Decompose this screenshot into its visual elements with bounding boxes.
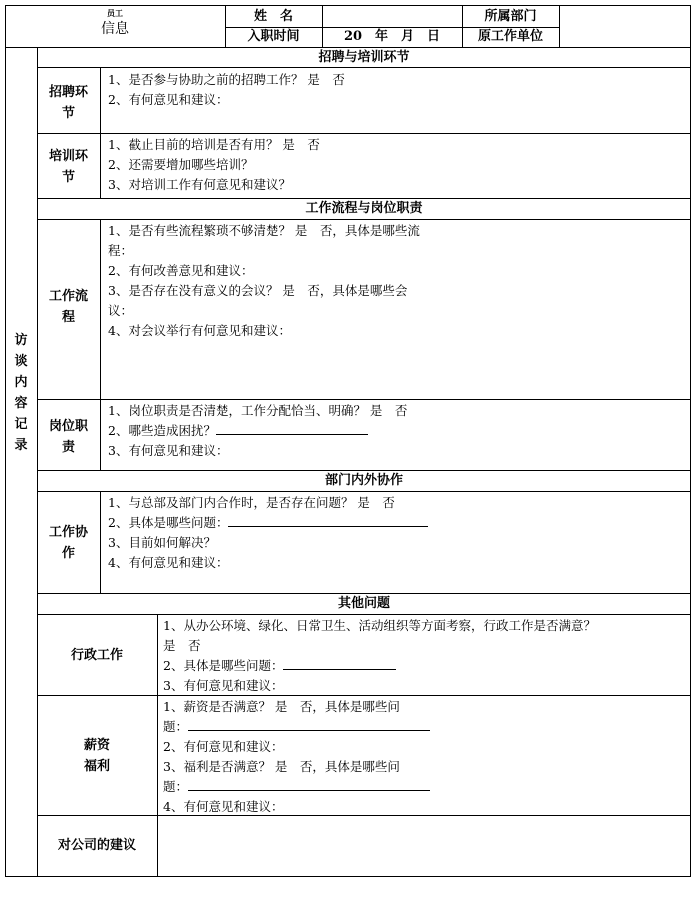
salary-question-2: 2、有何意见和建议： bbox=[163, 739, 284, 754]
workflow-label: 工作流 程 bbox=[48, 289, 88, 325]
hire-date-field[interactable]: 20 年 月 日 bbox=[343, 29, 441, 44]
duty-question-2-row bbox=[108, 421, 368, 441]
workflow-question-1: 1、是否有些流程繁琐不够清楚？ 是 否，具体是哪些流 bbox=[108, 223, 420, 238]
duty-label: 岗位职 责 bbox=[48, 419, 88, 455]
salary-question-4: 4、有何意见和建议： bbox=[163, 799, 284, 814]
admin-question-1: 1、从办公环境、绿化、日常卫生、活动组织等方面考察，行政工作是否满意？ bbox=[163, 618, 596, 633]
section-title-other: 其他问题 bbox=[337, 596, 390, 611]
name-label: 姓 名 bbox=[253, 9, 293, 24]
workflow-question-3: 3、是否存在没有意义的会议？ 是 否，具体是哪些会 bbox=[108, 283, 408, 298]
training-question-1: 1、截止目前的培训是否有用？ 是 否 bbox=[108, 137, 320, 152]
admin-question-3: 3、有何意见和建议： bbox=[163, 678, 284, 693]
department-label: 所属部门 bbox=[484, 9, 537, 24]
duty-question-2-blank[interactable] bbox=[216, 421, 368, 435]
salary-question-1: 1、薪资是否满意？ 是 否，具体是哪些问 bbox=[163, 699, 400, 714]
collab-question-2-blank[interactable] bbox=[228, 513, 428, 527]
interview-record-label: 访 谈 内 容 记 录 bbox=[14, 333, 28, 453]
section-title-recruit-training: 招聘与培训环节 bbox=[318, 50, 410, 65]
workflow-question-2: 2、有何改善意见和建议： bbox=[108, 263, 254, 278]
workflow-question-3-cont: 议： bbox=[108, 303, 134, 318]
recruit-question-2: 2、有何意见和建议： bbox=[108, 92, 229, 107]
collab-question-4: 4、有何意见和建议： bbox=[108, 555, 229, 570]
salary-question-3-cont-row bbox=[163, 777, 430, 797]
workflow-question-1-cont: 程： bbox=[108, 243, 134, 258]
hire-date-label: 入职时间 bbox=[247, 29, 300, 44]
name-field[interactable] bbox=[323, 6, 461, 26]
department-field[interactable] bbox=[560, 6, 690, 46]
duty-question-3: 3、有何意见和建议： bbox=[108, 443, 229, 458]
admin-question-1-cont: 是 否 bbox=[163, 638, 201, 653]
collab-question-2-row bbox=[108, 513, 428, 533]
salary-label: 薪资 福利 bbox=[83, 738, 110, 774]
employee-small-label: 员工 bbox=[107, 8, 123, 18]
salary-question-3-cont: 题： bbox=[163, 779, 189, 794]
admin-question-2-row bbox=[163, 656, 396, 676]
duty-question-2: 2、哪些造成困扰？ bbox=[108, 423, 216, 438]
salary-question-1-cont: 题： bbox=[163, 719, 189, 734]
employee-info-cell bbox=[5, 5, 225, 47]
salary-question-3-blank[interactable] bbox=[188, 777, 430, 791]
salary-question-1-cont-row bbox=[163, 717, 430, 737]
duty-question-1: 1、岗位职责是否清楚，工作分配恰当、明确？ 是 否 bbox=[108, 403, 408, 418]
employee-info-label: 信息 bbox=[101, 21, 129, 37]
recruit-label: 招聘环 节 bbox=[48, 85, 88, 121]
recruit-question-1: 1、是否参与协助之前的招聘工作？ 是 否 bbox=[108, 72, 345, 87]
training-question-2: 2、还需要增加哪些培训？ bbox=[108, 157, 254, 172]
admin-label: 行政工作 bbox=[70, 648, 123, 663]
collab-question-1: 1、与总部及部门内合作时，是否存在问题？ 是 否 bbox=[108, 495, 395, 510]
company-suggestion-field[interactable] bbox=[158, 816, 690, 876]
section-title-workflow-duty: 工作流程与岗位职责 bbox=[305, 201, 423, 216]
workflow-question-4: 4、对会议举行有何意见和建议： bbox=[108, 323, 291, 338]
training-label: 培训环 节 bbox=[48, 149, 88, 185]
section-title-collaboration: 部门内外协作 bbox=[324, 473, 403, 488]
collab-question-3: 3、目前如何解决？ bbox=[108, 535, 216, 550]
company-suggestion-label: 对公司的建议 bbox=[57, 838, 136, 853]
salary-question-3: 3、福利是否满意？ 是 否，具体是哪些问 bbox=[163, 759, 400, 774]
training-question-3: 3、对培训工作有何意见和建议？ bbox=[108, 177, 291, 192]
admin-question-2-blank[interactable] bbox=[283, 656, 396, 670]
collab-label: 工作协 作 bbox=[48, 525, 88, 561]
admin-question-2: 2、具体是哪些问题： bbox=[163, 658, 284, 673]
salary-question-1-blank[interactable] bbox=[188, 717, 430, 731]
previous-unit-label: 原工作单位 bbox=[477, 29, 543, 44]
collab-question-2: 2、具体是哪些问题： bbox=[108, 515, 229, 530]
